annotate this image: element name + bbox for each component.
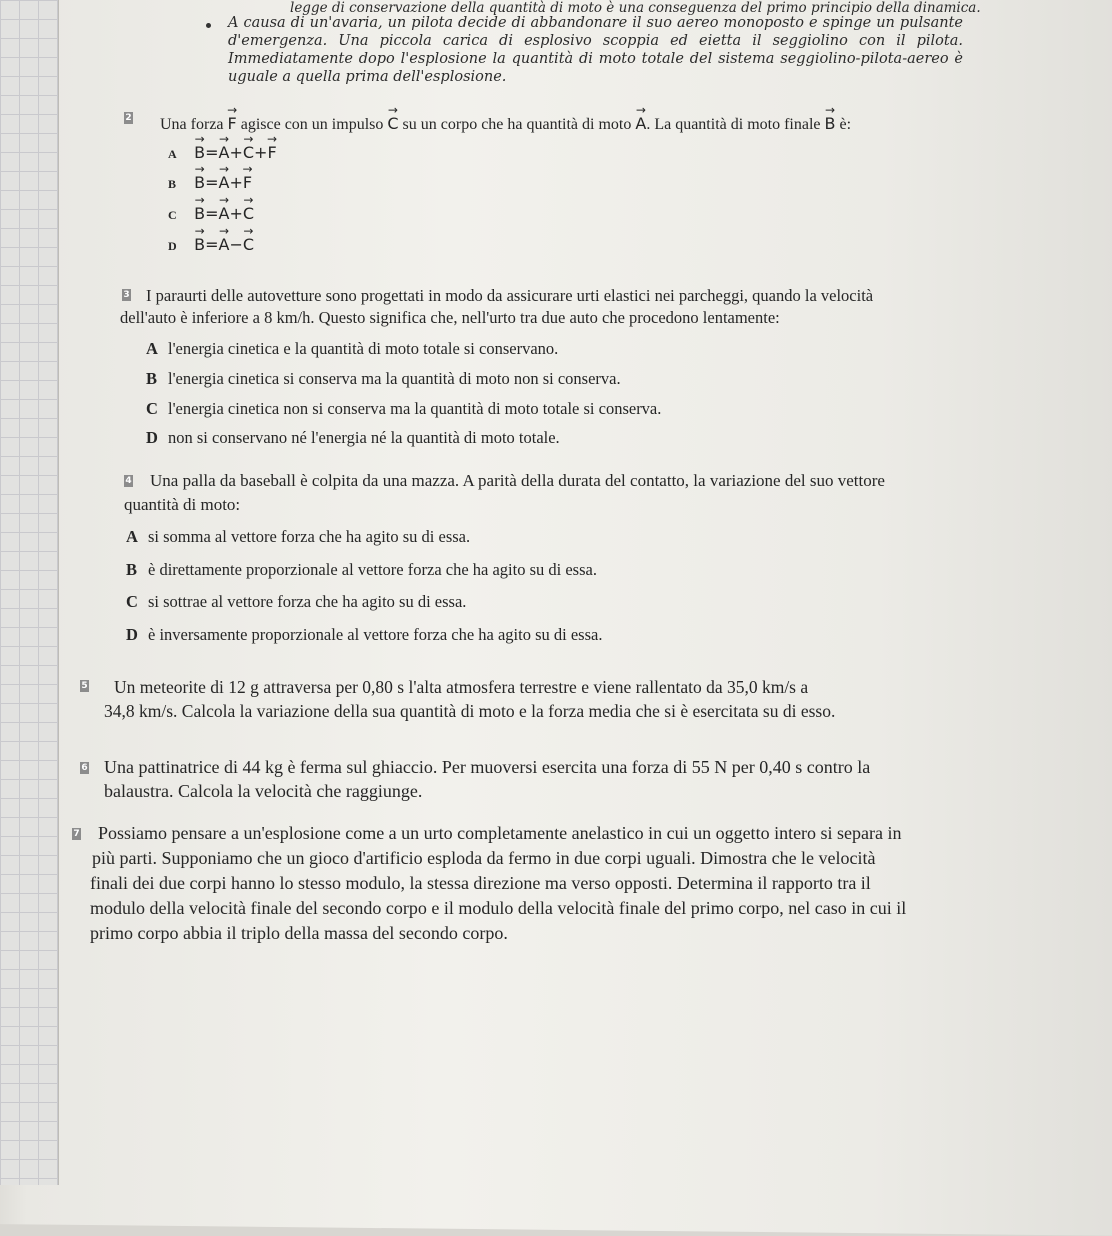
q2-text-part: su un corpo che ha quantità di moto bbox=[402, 116, 632, 133]
q4-line-2: quantità di moto: bbox=[124, 495, 241, 514]
q7-line-4: modulo della velocità finale del secondo corpo e il modulo della velocità finale del primo corpo, nel caso in cui il bbox=[90, 898, 907, 918]
formula bbox=[194, 204, 254, 223]
formula-op: = bbox=[205, 173, 219, 192]
option-letter: C bbox=[146, 399, 158, 418]
q2-text-part: Una forza bbox=[160, 116, 224, 133]
formula-op: + bbox=[229, 143, 243, 162]
q2-text-part: agisce con un impulso bbox=[240, 116, 384, 133]
q4-option-a bbox=[126, 527, 470, 547]
vector-A: → A bbox=[635, 114, 646, 133]
formula-term: → A bbox=[219, 143, 230, 162]
q3-line-2: dell'auto è inferiore a 8 km/h. Questo significa che, nell'urto tra due auto che procedono lentamente: bbox=[120, 308, 780, 327]
q2-option-b bbox=[168, 173, 252, 193]
question-number-7: 7 bbox=[73, 829, 80, 839]
q3-line-1: I paraurti delle autovetture sono progettati in modo da assicurare urti elastici nei parcheggi, quando la velocità bbox=[146, 286, 874, 305]
formula-term: → B bbox=[194, 173, 205, 192]
option-text: è inversamente proporzionale al vettore forza che ha agito su di essa. bbox=[148, 625, 603, 644]
q4-line-1: Una palla da baseball è colpita da una mazza. A parità della durata del contatto, la variazione del suo vettore bbox=[150, 471, 885, 490]
option-text: l'energia cinetica si conserva ma la quantità di moto non si conserva. bbox=[168, 369, 621, 388]
formula-term: → F bbox=[267, 143, 276, 162]
question-number-6: 6 bbox=[81, 763, 88, 773]
formula-op: = bbox=[205, 143, 219, 162]
bullet-dot bbox=[206, 23, 211, 28]
q4-option-b bbox=[126, 560, 597, 580]
q7-line-2: più parti. Supponiamo che un gioco d'artificio esploda da fermo in due corpi uguali. Dimostra che le velocità bbox=[92, 848, 876, 868]
q7-line-1: Possiamo pensare a un'esplosione come a un urto completamente anelastico in cui un oggetto intero si separa in bbox=[98, 823, 902, 843]
formula-term: → A bbox=[219, 235, 230, 254]
q5-line-1: Un meteorite di 12 g attraversa per 0,80 s l'alta atmosfera terrestre e viene rallentato da 35,0 km/s a bbox=[114, 677, 809, 697]
formula bbox=[194, 173, 252, 192]
vector-F: → F bbox=[228, 114, 237, 133]
formula-op: − bbox=[229, 235, 243, 254]
q2-text-part: è: bbox=[839, 116, 852, 133]
q3-option-c bbox=[146, 399, 661, 419]
formula-term: → B bbox=[194, 204, 205, 223]
q2-option-a bbox=[168, 143, 277, 163]
formula-term: → A bbox=[219, 204, 230, 223]
option-letter: B bbox=[146, 369, 158, 388]
vector-C: → C bbox=[387, 114, 398, 133]
option-text: si sottrae al vettore forza che ha agito su di essa. bbox=[148, 592, 467, 611]
formula-term: → F bbox=[243, 173, 252, 192]
formula-op: = bbox=[205, 204, 219, 223]
q2-text-part: . La quantità di moto finale bbox=[646, 116, 821, 133]
option-letter: A bbox=[168, 147, 177, 161]
option-letter: D bbox=[146, 428, 158, 447]
option-letter: D bbox=[126, 625, 138, 644]
q4-option-d bbox=[126, 625, 602, 645]
intro-paragraph: A causa di un'avaria, un pilota decide di abbandonare il suo aereo monoposto e spinge un pulsante d'emergenza. Una piccola carica di esplosivo scoppia ed eietta il seggiolino con il pilota. Immediatamente dopo l'esplosione la quantità di moto totale del sistema seggiolino-pilota-aereo è uguale a quella prima dell'esplosione. bbox=[228, 15, 963, 85]
option-text: è direttamente proporzionale al vettore forza che ha agito su di essa. bbox=[148, 560, 597, 579]
option-letter: A bbox=[126, 527, 138, 546]
formula-term: → C bbox=[243, 143, 254, 162]
formula-op: + bbox=[229, 204, 243, 223]
q6-line-1: Una pattinatrice di 44 kg è ferma sul ghiaccio. Per muoversi esercita una forza di 55 N per 0,40 s contro la bbox=[104, 757, 871, 777]
formula-term: → B bbox=[194, 235, 205, 254]
formula-op: + bbox=[254, 143, 268, 162]
option-letter: B bbox=[168, 177, 177, 191]
q4-option-c bbox=[126, 592, 466, 612]
q3-option-a bbox=[146, 339, 558, 359]
formula-op: + bbox=[229, 173, 243, 192]
formula bbox=[194, 235, 254, 254]
option-text: non si conservano né l'energia né la quantità di moto totale. bbox=[168, 428, 560, 447]
q7-line-5: primo corpo abbia il triplo della massa del secondo corpo. bbox=[90, 923, 508, 943]
q6-line-2: balaustra. Calcola la velocità che raggiunge. bbox=[104, 781, 423, 801]
option-letter: A bbox=[146, 339, 158, 358]
vector-B: → B bbox=[825, 114, 836, 133]
formula-term: → C bbox=[243, 204, 254, 223]
question-number-5: 5 bbox=[81, 681, 88, 691]
q3-option-d bbox=[146, 428, 560, 448]
q7-line-3: finali dei due corpi hanno lo stesso modulo, la stessa direzione ma verso opposti. Determina il rapporto tra il bbox=[90, 873, 871, 893]
option-letter: C bbox=[126, 592, 138, 611]
formula-term: → C bbox=[243, 235, 254, 254]
q2-question-text bbox=[160, 114, 851, 134]
formula bbox=[194, 143, 277, 162]
q2-option-c bbox=[168, 204, 254, 224]
option-letter: C bbox=[168, 208, 177, 222]
question-number-4: 4 bbox=[125, 476, 132, 486]
question-number-3: 3 bbox=[123, 290, 130, 300]
q3-option-b bbox=[146, 369, 621, 389]
option-text: l'energia cinetica e la quantità di moto totale si conservano. bbox=[168, 339, 559, 358]
option-text: si somma al vettore forza che ha agito su di essa. bbox=[148, 527, 471, 546]
question-number-2: 2 bbox=[125, 113, 132, 123]
formula-op: = bbox=[205, 235, 219, 254]
q5-line-2: 34,8 km/s. Calcola la variazione della sua quantità di moto e la forza media che si è esercitata su di esso. bbox=[104, 701, 836, 721]
formula-term: → B bbox=[194, 143, 205, 162]
q2-option-d bbox=[168, 235, 254, 255]
intro-heading-fragment: legge di conservazione della quantità di moto è una conseguenza del primo principio della dinamica. bbox=[290, 0, 981, 16]
option-text: l'energia cinetica non si conserva ma la quantità di moto totale si conserva. bbox=[168, 399, 662, 418]
option-letter: B bbox=[126, 560, 138, 579]
option-letter: D bbox=[168, 239, 177, 253]
formula-term: → A bbox=[219, 173, 230, 192]
